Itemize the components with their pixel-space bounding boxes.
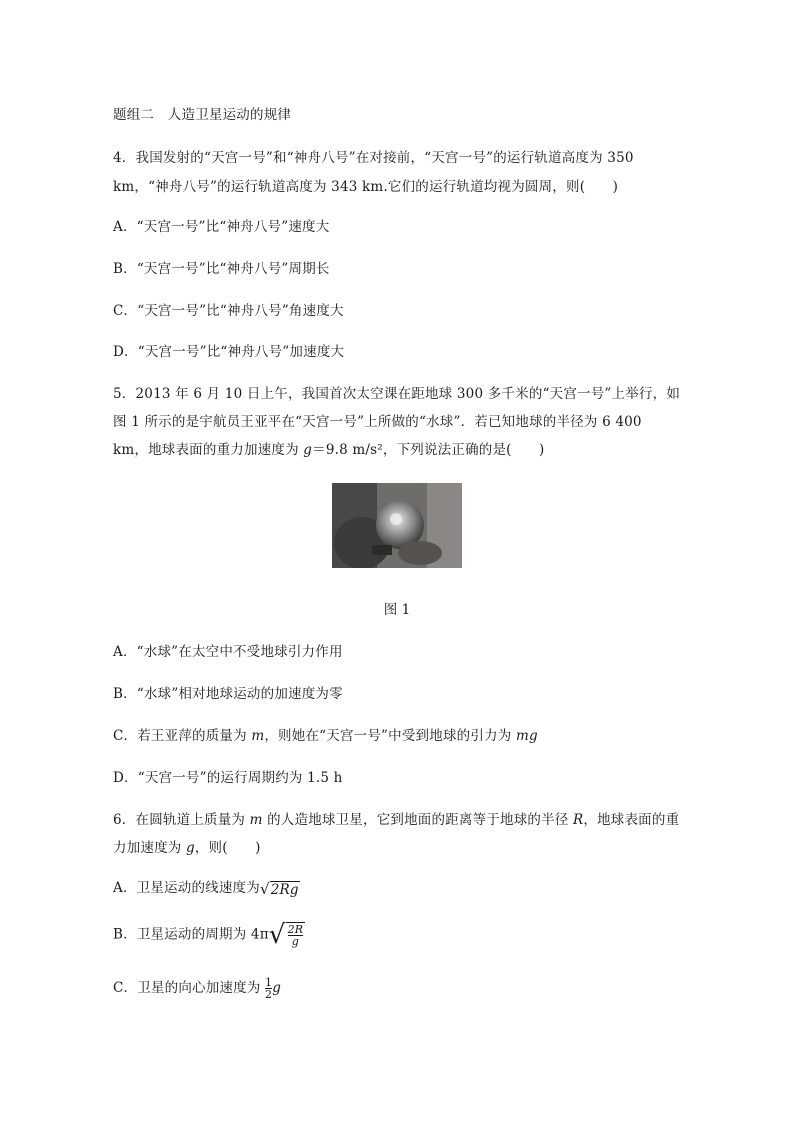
q5-option-d: D．“天宫一号”的运行周期约为 1.5 h <box>113 770 343 786</box>
q6-option-b: B．卫星运动的周期为 4π√ $\frac{2R}{g}$ <box>113 920 304 950</box>
q6-stem-line2: 力加速度为 g，则( ) <box>113 840 261 856</box>
q4-stem-line2: km，“神舟八号”的运行轨道高度为 343 km.它们的运行轨道均视为圆周，则( ) <box>113 179 619 195</box>
water-ball-photo <box>332 483 462 568</box>
q6-option-c: C．卫星的向心加速度为 $\frac{1}{2}$ g <box>113 976 282 1001</box>
q5-stem-line1: 5．2013 年 6 月 10 日上午，我国首次太空课在距地球 300 多千米的“天宫一号”上举行，如 <box>113 386 681 402</box>
q4-option-b: B．“天宫一号”比“神舟八号”周期长 <box>113 261 330 277</box>
q5-option-b: B．“水球”相对地球运动的加速度为零 <box>113 686 343 702</box>
q6-option-a: A．卫星运动的线速度为√2Rg <box>113 879 299 898</box>
q5-option-c: C．若王亚萍的质量为 m，则她在“天宫一号”中受到地球的引力为 mg <box>113 728 538 744</box>
q4-option-d: D．“天宫一号”比“神舟八号”加速度大 <box>113 344 345 360</box>
figure-caption: 图 1 <box>383 602 411 618</box>
q4-stem-line1: 4．我国发射的“天宫一号”和“神舟八号”在对接前，“天宫一号”的运行轨道高度为 350 <box>113 150 634 166</box>
q6-stem-line1: 6．在圆轨道上质量为 m 的人造地球卫星，它到地面的距离等于地球的半径 R，地球表面的重 <box>113 812 680 828</box>
q5-option-a: A．“水球”在太空中不受地球引力作用 <box>113 644 343 660</box>
q4-option-a: A．“天宫一号”比“神舟八号”速度大 <box>113 219 330 235</box>
q5-stem-line2: 图 1 所示的是宇航员王亚平在“天宫一号”上所做的“水球”．若已知地球的半径为 6 400 <box>113 414 642 430</box>
sqrt-expression: √2Rg <box>259 879 299 898</box>
fraction-one-half: $\frac{1}{2}$ <box>265 976 273 1001</box>
sqrt-fraction-expression: √ $\frac{2R}{g}$ <box>268 920 304 950</box>
section-title: 题组二 人造卫星运动的规律 <box>113 107 292 123</box>
q5-stem-line3: km，地球表面的重力加速度为 g＝9.8 m/s²，下列说法正确的是( ) <box>113 442 545 458</box>
q4-option-c: C．“天宫一号”比“神舟八号”角速度大 <box>113 303 344 319</box>
